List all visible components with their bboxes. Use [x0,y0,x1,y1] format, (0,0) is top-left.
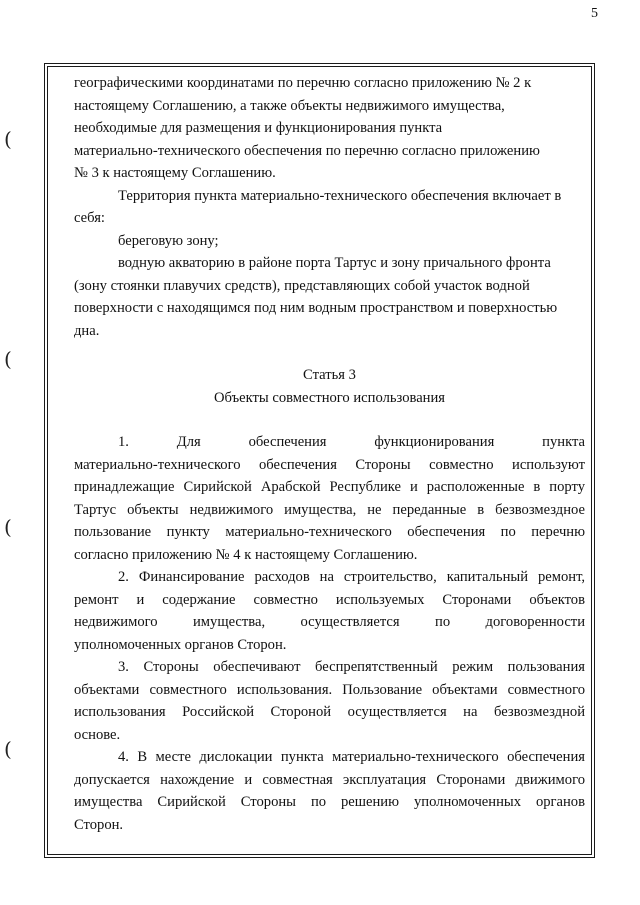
paragraph-line: недвижимого имущества, осуществляется по договоренности [74,614,585,630]
paragraph-line: имущества Сирийской Стороны по решению уполномоченных органов [74,794,585,810]
paragraph-line: уполномоченных органов Сторон. [74,636,287,653]
paragraph-line: настоящему Соглашению, а также объекты недвижимого имущества, [74,97,505,114]
spacer [74,342,585,364]
article-title: Объекты совместного использования [214,389,445,406]
paragraph-line: 4. В месте дислокации пункта материально-технического обеспечения [118,749,585,765]
paragraph-line: себя: [74,210,105,226]
paragraph-line: № 3 к настоящему Соглашению. [74,165,276,181]
paragraph-line: Территория пункта материально-технического обеспечения включает в [118,187,562,204]
page-number: 5 [591,6,598,21]
paragraph-line: материально-технического обеспечения по перечню согласно приложению [74,142,540,159]
paragraph-line: материально-технического обеспечения Стороны совместно используют [74,456,585,473]
punch-hole-mark: ( [4,347,12,371]
paragraph-line: поверхности с находящимся под ним водным пространством и поверхностью [74,300,558,316]
paragraph-line: Сторон. [74,816,124,833]
paragraph-line: ремонт и содержание совместно используемых Сторонами объектов [74,591,585,608]
punch-hole-mark: ( [4,515,12,539]
paragraph-line: 3. Стороны обеспечивают беспрепятственный режим пользования [118,659,585,675]
punch-hole-mark: ( [4,737,12,761]
paragraph-line: дна. [74,322,100,339]
paragraph-line: объектами совместного использования. Пользование объектами совместного [74,681,585,698]
paragraph-line: (зону стоянки плавучих средств), представляющих собой участок водной [74,277,530,294]
spacer [74,409,585,431]
paragraph-line: географическими координатами по перечню согласно приложению № 2 к [74,75,532,91]
paragraph-line: согласно приложению № 4 к настоящему Соглашению. [74,546,418,563]
document-body [74,72,585,836]
paragraph-line: принадлежащие Сирийской Арабской Республике и расположенные в порту [74,479,585,495]
paragraph-line: береговую зону; [118,232,219,249]
paragraph-line: Тартус объекты недвижимого имущества, не переданные в безвозмездное [74,501,585,518]
paragraph-line: допускается нахождение и совместная эксплуатация Сторонами движимого [74,771,585,788]
paragraph-line: 2. Финансирование расходов на строительство, капитальный ремонт, [118,569,585,585]
paragraph-line: водную акваторию в районе порта Тартус и зону причального фронта [118,255,551,271]
paragraph-line: пользование пункту материально-технического обеспечения по перечню [74,524,585,540]
paragraph-line: основе. [74,726,121,743]
article-number: Статья 3 [303,367,356,383]
punch-hole-mark: ( [4,127,12,151]
paragraph-line: необходимые для размещения и функционирования пункта [74,120,443,136]
paragraph-line: использования Российской Стороной осуществляется на безвозмездной [74,704,585,720]
paragraph-line: 1. Для обеспечения функционирования пункта [118,434,585,450]
